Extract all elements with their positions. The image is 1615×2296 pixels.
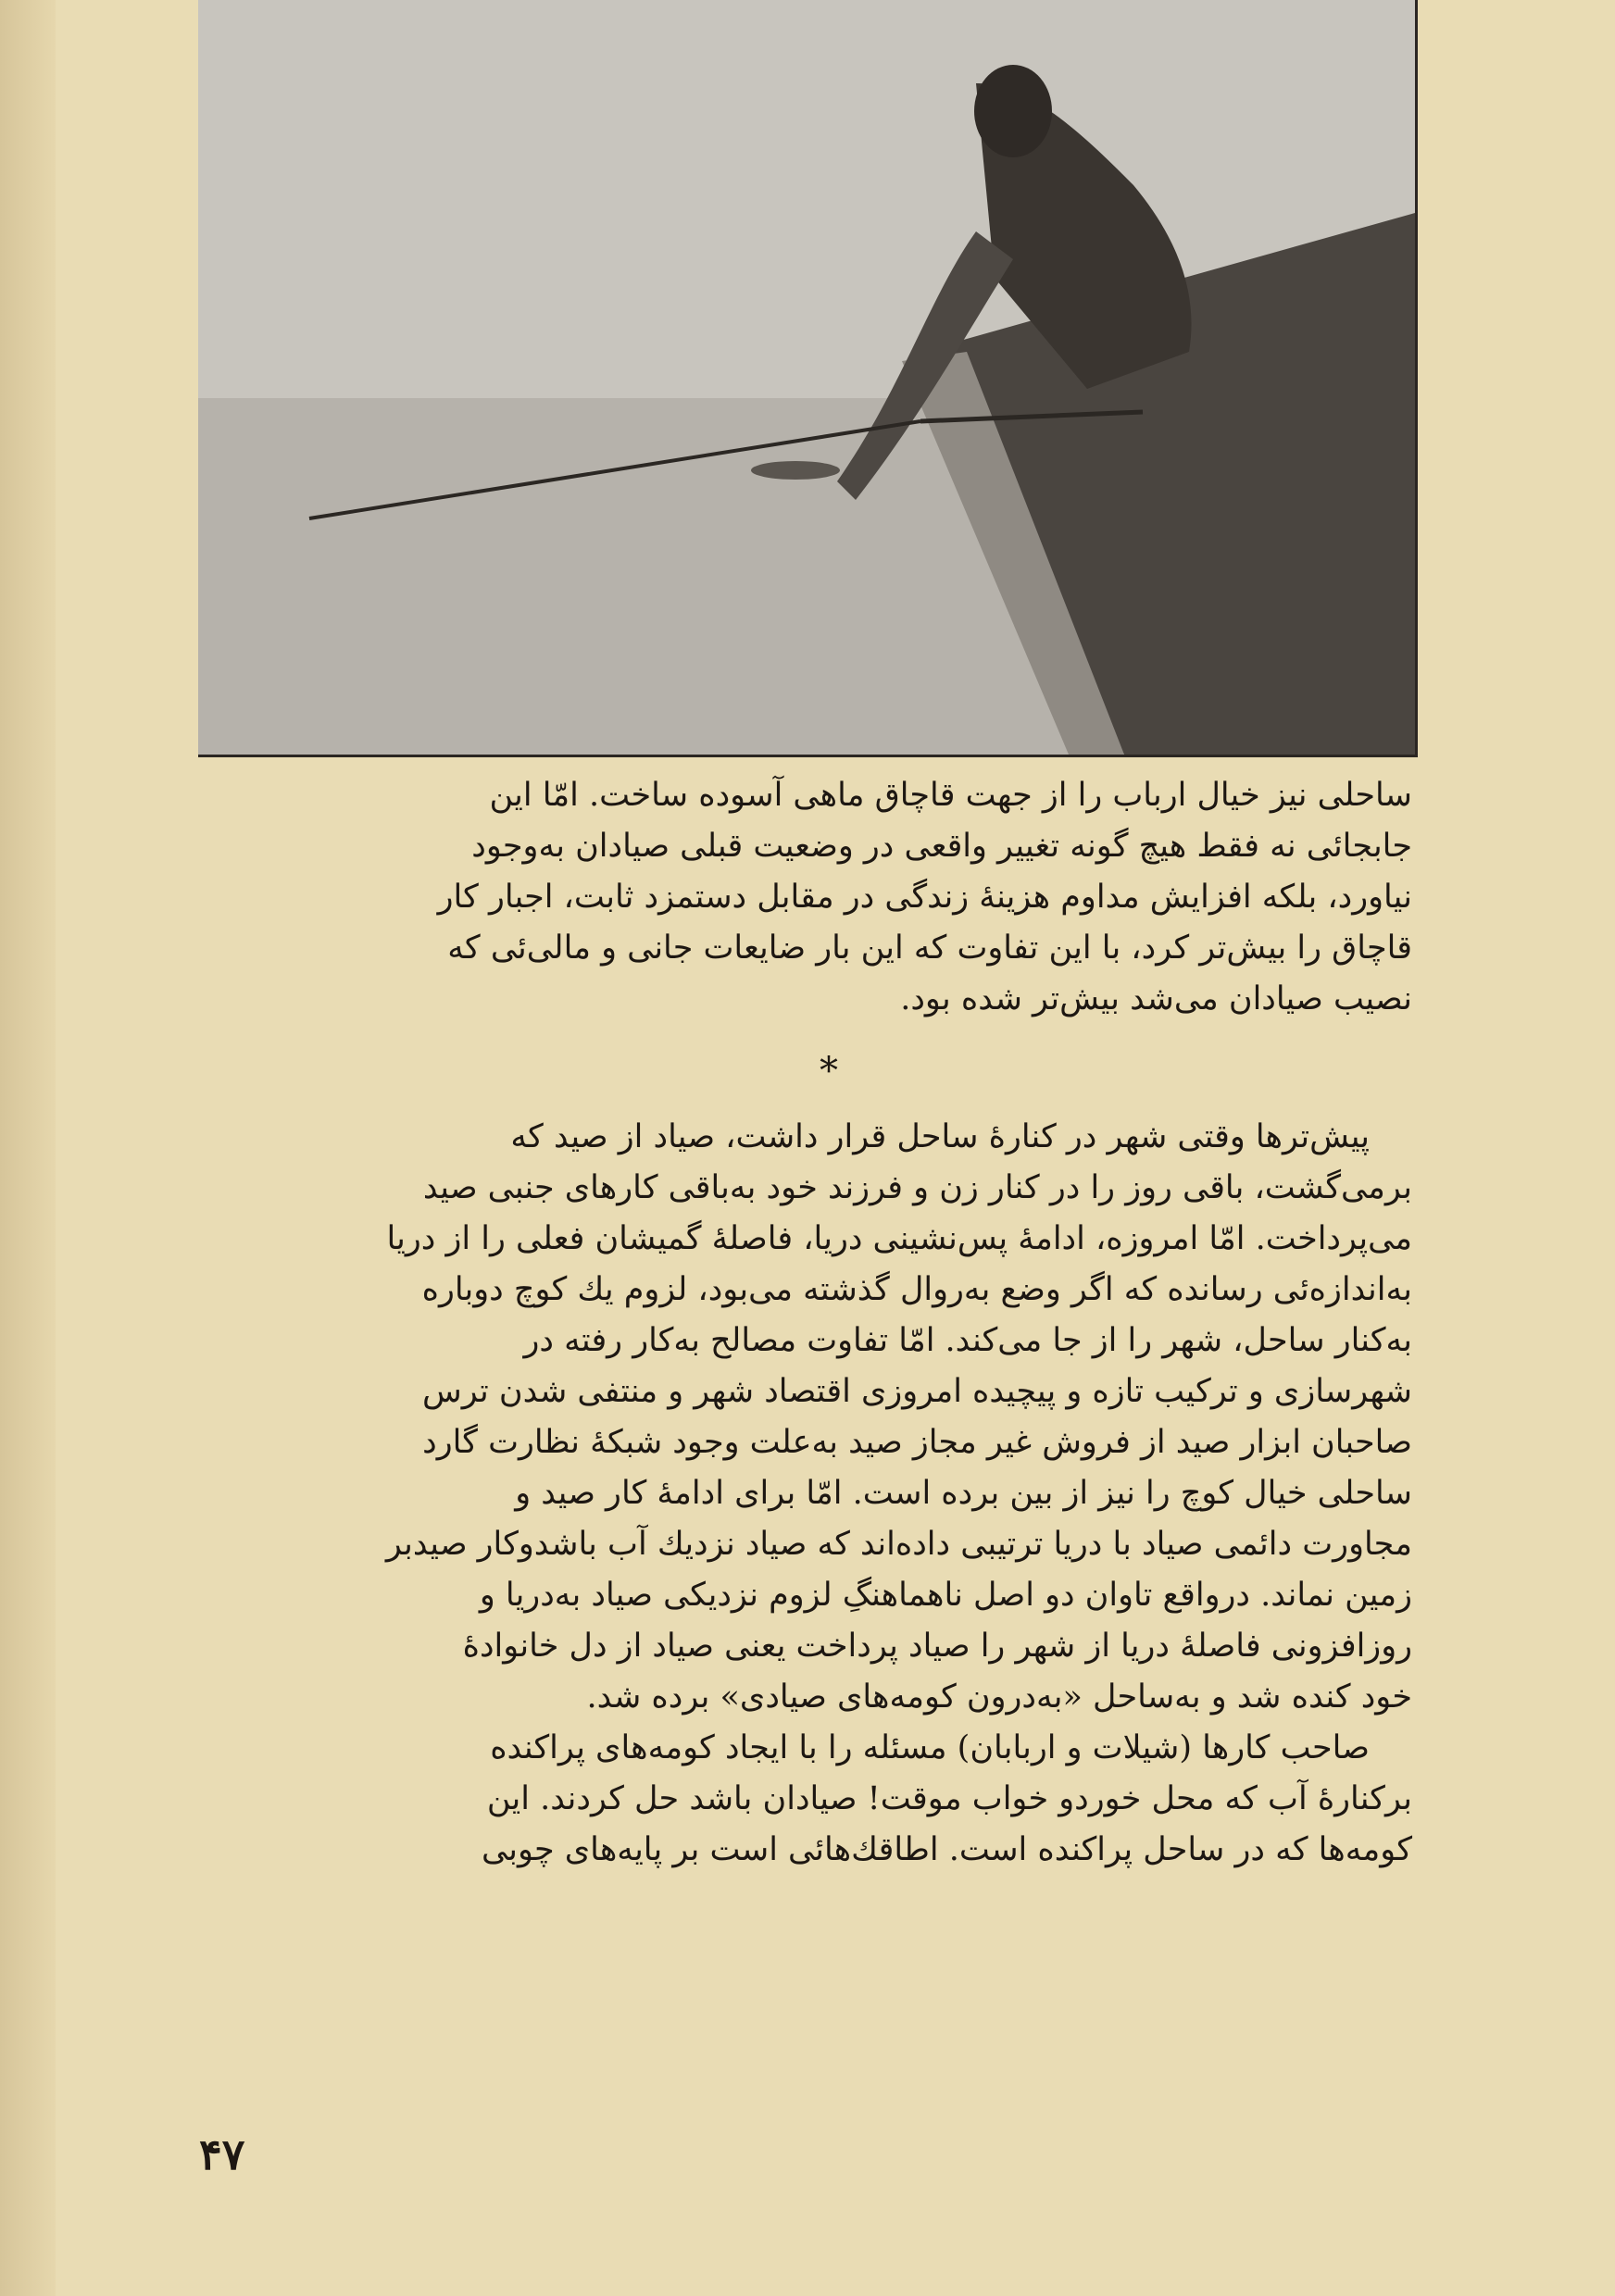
text-line: به‌اندازه‌ئی رسانده که اگر وضع به‌روال گذشته می‌بود، لزوم یك کوچ دوباره: [421, 1271, 1412, 1308]
page-left-edge: [0, 0, 56, 2296]
text-line: می‌پرداخت. امّا امروزه، ادامهٔ پس‌نشینی دریا، فاصلهٔ گمیشان فعلی را از دریا: [386, 1220, 1412, 1257]
section-separator: *: [820, 1050, 838, 1092]
paragraph-3: [245, 1723, 1412, 1876]
text-line: زمین نماند. درواقع تاوان دو اصل ناهماهنگِ لزوم نزدیکی صیاد به‌دریا و: [479, 1577, 1412, 1614]
article-body: [245, 770, 1412, 1876]
text-line: مجاورت دائمی صیاد با دریا ترتیبی داده‌اند که صیاد نزدیك آب باشدوکار صیدبر: [385, 1526, 1412, 1563]
text-line: جابجائی نه فقط هیچ گونه تغییر واقعی در وضعیت قبلی صیادان به‌وجود: [471, 828, 1412, 865]
fisherman-photo: [198, 0, 1418, 757]
text-line: ساحلی خیال کوچ را نیز از بین برده است. امّا برای ادامهٔ کار صید و: [515, 1475, 1412, 1512]
text-line: برکنارهٔ آب که محل خوردو خواب موقت! صیادان باشد حل کردند. این: [486, 1780, 1412, 1817]
text-line: به‌کنار ساحل، شهر را از جا می‌کند. امّا تفاوت مصالح به‌کار رفته در: [523, 1322, 1412, 1359]
text-line: پیش‌ترها وقتی شهر در کنارهٔ ساحل قرار داشت، صیاد از صید که: [510, 1118, 1370, 1155]
photo-illustration: [198, 0, 1415, 755]
text-line: نصیب صیادان می‌شد بیش‌تر شده بود.: [900, 980, 1412, 1017]
text-line: شهرسازی و ترکیب تازه و پیچیده امروزی اقتصاد شهر و منتفی شدن ترس: [421, 1373, 1412, 1410]
text-line: قاچاق را بیش‌تر کرد، با این تفاوت که این بار ضایعات جانی و مالی‌ئی که: [447, 930, 1412, 967]
paragraph-1: [245, 770, 1412, 1025]
text-line: نیاورد، بلکه افزایش مداوم هزینهٔ زندگی در مقابل دستمزد ثابت، اجبار کار: [437, 879, 1412, 916]
text-line: صاحبان ابزار صید از فروش غیر مجاز صید به‌علت وجود شبکهٔ نظارت گارد: [422, 1424, 1412, 1461]
text-line: ساحلی نیز خیال ارباب را از جهت قاچاق ماهی آسوده ساخت. امّا این: [489, 777, 1412, 814]
text-line: خود کنده شد و به‌ساحل «به‌درون کومه‌های صیادی» برده شد.: [586, 1678, 1412, 1716]
text-line: صاحب کارها (شیلات و اربابان) مسئله را با ایجاد کومه‌های پراکنده: [490, 1729, 1370, 1766]
text-line: برمی‌گشت، باقی روز را در کنار زن و فرزند خود به‌باقی کارهای جنبی صید: [422, 1169, 1412, 1206]
paragraph-2: [245, 1112, 1412, 1723]
text-line: کومه‌ها که در ساحل پراکنده است. اطاقك‌هائی است بر پایه‌های چوبی: [482, 1831, 1412, 1868]
text-line: روزافزونی فاصلهٔ دریا از شهر را صیاد پرداخت یعنی صیاد از دل خانوادهٔ: [462, 1628, 1412, 1665]
page-number: ۴۷: [199, 2129, 245, 2179]
